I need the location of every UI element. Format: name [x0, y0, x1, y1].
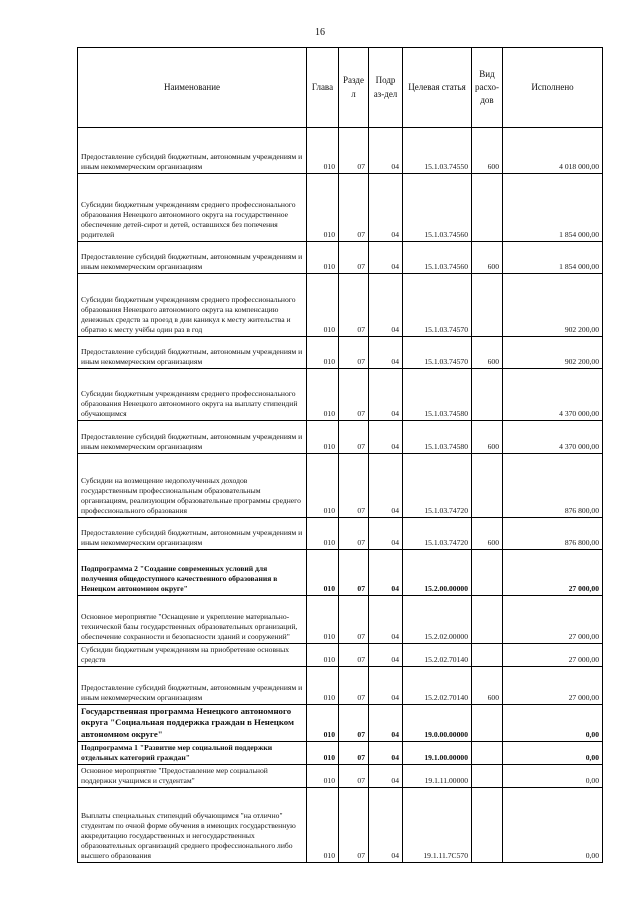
row-subsection: 04: [369, 518, 403, 550]
row-expense-type: [472, 454, 503, 518]
row-subsection: 04: [369, 765, 403, 788]
row-name: Предоставление субсидий бюджетным, автономным учреждениям и иным некоммерческим организациям: [78, 667, 307, 705]
header-executed: Исполнено: [503, 48, 603, 128]
row-amount: 4 018 000,00: [503, 128, 603, 174]
row-expense-type: [472, 765, 503, 788]
table-row: [78, 765, 603, 788]
row-section: 07: [339, 550, 369, 596]
table-row: [78, 454, 603, 518]
row-name: Основное мероприятие "Предоставление мер социальной поддержки учащимся и студентам": [78, 765, 307, 788]
row-section: 07: [339, 128, 369, 174]
table-row: [78, 337, 603, 369]
row-amount: 27 000,00: [503, 596, 603, 644]
row-target: 15.1.03.74560: [403, 174, 472, 242]
row-subsection: 04: [369, 596, 403, 644]
row-name: Государственная программа Ненецкого автономного округа "Социальная поддержка граждан в Ненецком автономном округе": [78, 705, 307, 742]
row-section: 07: [339, 596, 369, 644]
header-chapter: Глава: [307, 48, 339, 128]
table-row: [78, 742, 603, 765]
table-row: [78, 644, 603, 667]
row-amount: 902 200,00: [503, 274, 603, 337]
row-target: 19.0.00.00000: [403, 705, 472, 742]
row-amount: 0,00: [503, 788, 603, 863]
row-chapter: 010: [307, 788, 339, 863]
row-target: 15.2.02.00000: [403, 596, 472, 644]
row-amount: 27 000,00: [503, 667, 603, 705]
row-amount: 4 370 000,00: [503, 369, 603, 421]
row-target: 15.1.03.74560: [403, 242, 472, 274]
row-target: 15.2.02.70140: [403, 667, 472, 705]
row-target: 15.1.03.74570: [403, 337, 472, 369]
row-expense-type: [472, 174, 503, 242]
row-target: 15.1.03.74570: [403, 274, 472, 337]
table-row: [78, 174, 603, 242]
row-amount: 4 370 000,00: [503, 421, 603, 454]
row-section: 07: [339, 518, 369, 550]
row-section: 07: [339, 369, 369, 421]
row-subsection: 04: [369, 742, 403, 765]
row-subsection: 04: [369, 667, 403, 705]
row-expense-type: [472, 644, 503, 667]
row-name: Предоставление субсидий бюджетным, автономным учреждениям и иным некоммерческим организациям: [78, 421, 307, 454]
row-amount: 0,00: [503, 742, 603, 765]
row-name: Субсидии бюджетным учреждениям среднего профессионального образования Ненецкого автономного округа на государственное обеспечение детей-сирот и детей, оставшихся без попечения родителей: [78, 174, 307, 242]
table-row: [78, 421, 603, 454]
header-section: Разде л: [339, 48, 369, 128]
row-chapter: 010: [307, 765, 339, 788]
header-row: [78, 48, 603, 128]
row-name: Субсидии бюджетным учреждениям на приобретение основных средств: [78, 644, 307, 667]
row-section: 07: [339, 274, 369, 337]
row-amount: 27 000,00: [503, 644, 603, 667]
row-chapter: 010: [307, 550, 339, 596]
row-section: 07: [339, 667, 369, 705]
row-expense-type: [472, 369, 503, 421]
row-expense-type: 600: [472, 518, 503, 550]
row-subsection: 04: [369, 644, 403, 667]
row-target: 15.1.03.74720: [403, 518, 472, 550]
header-expense-type: Вид расхо-дов: [472, 48, 503, 128]
row-target: 19.1.00.00000: [403, 742, 472, 765]
row-chapter: 010: [307, 667, 339, 705]
budget-table: [77, 47, 603, 863]
row-expense-type: 600: [472, 242, 503, 274]
row-amount: 1 854 000,00: [503, 174, 603, 242]
row-amount: 0,00: [503, 765, 603, 788]
row-target: 15.1.03.74720: [403, 454, 472, 518]
table-row: [78, 596, 603, 644]
row-name: Предоставление субсидий бюджетным, автономным учреждениям и иным некоммерческим организациям: [78, 242, 307, 274]
row-subsection: 04: [369, 369, 403, 421]
row-section: 07: [339, 421, 369, 454]
row-section: 07: [339, 454, 369, 518]
row-amount: 27 000,00: [503, 550, 603, 596]
row-chapter: 010: [307, 242, 339, 274]
row-target: 15.2.02.70140: [403, 644, 472, 667]
row-subsection: 04: [369, 174, 403, 242]
row-expense-type: [472, 274, 503, 337]
row-name: Предоставление субсидий бюджетным, автономным учреждениям и иным некоммерческим организациям: [78, 518, 307, 550]
table-row: [78, 369, 603, 421]
row-subsection: 04: [369, 454, 403, 518]
row-section: 07: [339, 337, 369, 369]
row-subsection: 04: [369, 550, 403, 596]
row-subsection: 04: [369, 421, 403, 454]
row-chapter: 010: [307, 705, 339, 742]
row-chapter: 010: [307, 337, 339, 369]
row-chapter: 010: [307, 174, 339, 242]
row-target: 15.1.03.74580: [403, 369, 472, 421]
row-name: Предоставление субсидий бюджетным, автономным учреждениям и иным некоммерческим организациям: [78, 128, 307, 174]
row-chapter: 010: [307, 742, 339, 765]
page-number: 16: [315, 27, 325, 38]
row-amount: 1 854 000,00: [503, 242, 603, 274]
row-amount: 0,00: [503, 705, 603, 742]
row-subsection: 04: [369, 705, 403, 742]
header-target: Целевая статья: [403, 48, 472, 128]
row-name: Предоставление субсидий бюджетным, автономным учреждениям и иным некоммерческим организациям: [78, 337, 307, 369]
row-amount: 902 200,00: [503, 337, 603, 369]
row-chapter: 010: [307, 518, 339, 550]
row-expense-type: [472, 788, 503, 863]
row-chapter: 010: [307, 454, 339, 518]
row-name: Подпрограмма 2 "Создание современных условий для получения общедоступного качественного образования в Ненецком автономном округе": [78, 550, 307, 596]
row-target: 19.1.11.7С570: [403, 788, 472, 863]
row-target: 19.1.11.00000: [403, 765, 472, 788]
row-section: 07: [339, 242, 369, 274]
row-chapter: 010: [307, 421, 339, 454]
row-expense-type: 600: [472, 421, 503, 454]
row-amount: 876 800,00: [503, 454, 603, 518]
row-subsection: 04: [369, 242, 403, 274]
row-name: Основное мероприятие "Оснащение и укрепление материально-технической базы государственных образовательных организаций, обеспечение сохранности и безопасности зданий и сооружений": [78, 596, 307, 644]
row-expense-type: 600: [472, 128, 503, 174]
table-row: [78, 518, 603, 550]
row-expense-type: 600: [472, 667, 503, 705]
row-expense-type: [472, 705, 503, 742]
row-name: Субсидии бюджетным учреждениям среднего профессионального образования Ненецкого автономного округа на компенсацию денежных средств за проезд в дни каникул к месту жительства и обратно к месту учёбы один раз в год: [78, 274, 307, 337]
row-target: 15.1.03.74580: [403, 421, 472, 454]
row-subsection: 04: [369, 788, 403, 863]
table-row: [78, 705, 603, 742]
row-expense-type: 600: [472, 337, 503, 369]
row-expense-type: [472, 596, 503, 644]
row-name: Субсидии на возмещение недополученных доходов государственным профессиональным образовательным организациям, реализующим образовательные программы среднего профессионального образования: [78, 454, 307, 518]
row-subsection: 04: [369, 128, 403, 174]
row-section: 07: [339, 788, 369, 863]
row-name: Выплаты специальных стипендий обучающимся "на отлично" студентам по очной форме обучения в имеющих государственную аккредитацию государственных и негосударственных образовательных организаций среднего профессионального либо высшего образования: [78, 788, 307, 863]
row-chapter: 010: [307, 369, 339, 421]
table-row: [78, 667, 603, 705]
row-subsection: 04: [369, 337, 403, 369]
table-row: [78, 242, 603, 274]
row-expense-type: [472, 742, 503, 765]
row-chapter: 010: [307, 596, 339, 644]
row-expense-type: [472, 550, 503, 596]
row-section: 07: [339, 174, 369, 242]
row-chapter: 010: [307, 644, 339, 667]
row-name: Субсидии бюджетным учреждениям среднего профессионального образования Ненецкого автономного округа на выплату стипендий обучающимся: [78, 369, 307, 421]
row-chapter: 010: [307, 274, 339, 337]
header-subsection: Подр аз-дел: [369, 48, 403, 128]
header-name: Наименование: [78, 48, 307, 128]
row-section: 07: [339, 742, 369, 765]
row-section: 07: [339, 765, 369, 788]
row-section: 07: [339, 644, 369, 667]
table-row: [78, 128, 603, 174]
row-amount: 876 800,00: [503, 518, 603, 550]
row-target: 15.2.00.00000: [403, 550, 472, 596]
table-row: [78, 274, 603, 337]
table-row: [78, 550, 603, 596]
row-chapter: 010: [307, 128, 339, 174]
table-row: [78, 788, 603, 863]
row-target: 15.1.03.74550: [403, 128, 472, 174]
row-name: Подпрограмма 1 "Развитие мер социальной поддержки отдельных категорий граждан": [78, 742, 307, 765]
row-section: 07: [339, 705, 369, 742]
row-subsection: 04: [369, 274, 403, 337]
